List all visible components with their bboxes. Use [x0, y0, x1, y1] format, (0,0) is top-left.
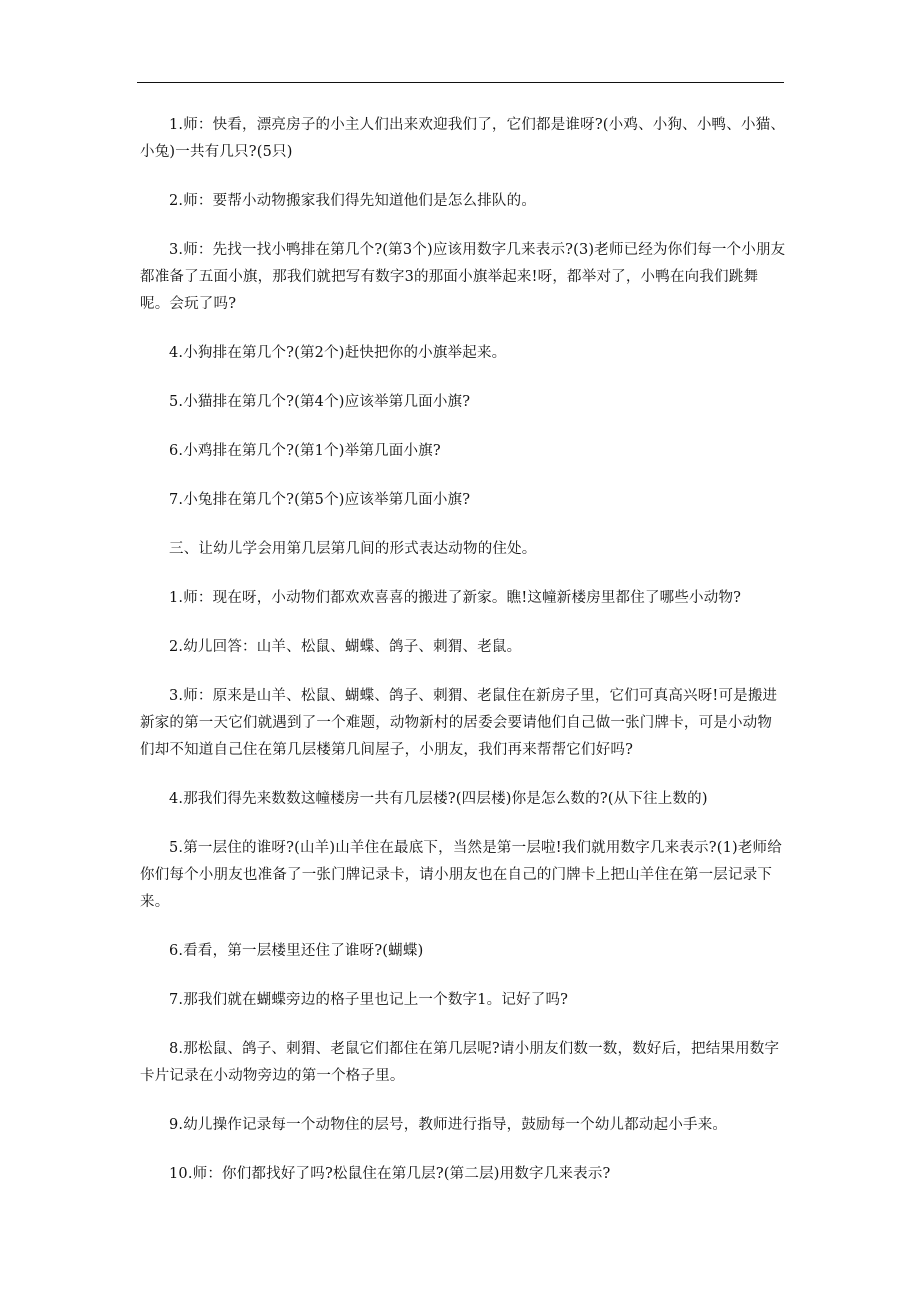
paragraph: 3.师：先找一找小鸭排在第几个?(第3个)应该用数字几来表示?(3)老师已经为你们每一个小朋友都准备了五面小旗，那我们就把写有数字3的那面小旗举起来!呀，都举对了，小鸭在向我们跳舞呢。会玩了吗?: [140, 242, 786, 312]
paragraph: 10.师：你们都找好了吗?松鼠住在第几层?(第二层)用数字几来表示?: [169, 1166, 611, 1182]
paragraph: 2.幼儿回答：山羊、松鼠、蝴蝶、鸽子、刺猬、老鼠。: [169, 639, 522, 655]
paragraph: 1.师：快看，漂亮房子的小主人们出来欢迎我们了，它们都是谁呀?(小鸡、小狗、小鸭、小猫、小兔)一共有几只?(5只): [140, 117, 786, 160]
paragraph: 3.师：原来是山羊、松鼠、蝴蝶、鸽子、刺猬、老鼠住在新房子里，它们可真高兴呀!可是搬进新家的第一天它们就遇到了一个难题，动物新村的居委会要请他们自己做一张门牌卡，可是小动物们却不知道自己住在第几层楼第几间屋子，小朋友，我们再来帮帮它们好吗?: [140, 688, 778, 758]
paragraph: 8.那松鼠、鸽子、刺猬、老鼠它们都住在第几层呢?请小朋友们数一数，数好后，把结果用数字卡片记录在小动物旁边的第一个格子里。: [140, 1041, 780, 1084]
paragraph: 4.那我们得先来数数这幢楼房一共有几层楼?(四层楼)你是怎么数的?(从下往上数的): [169, 791, 708, 807]
header-rule: [137, 82, 784, 83]
paragraph: 4.小狗排在第几个?(第2个)赶快把你的小旗举起来。: [169, 345, 507, 361]
paragraph: 7.那我们就在蝴蝶旁边的格子里也记上一个数字1。记好了吗?: [169, 992, 569, 1008]
paragraph: 5.小猫排在第几个?(第4个)应该举第几面小旗?: [169, 394, 471, 410]
paragraph: 5.第一层住的谁呀?(山羊)山羊住在最底下，当然是第一层啦!我们就用数字几来表示?(1)老师给你们每个小朋友也准备了一张门牌记录卡，请小朋友也在自己的门牌卡上把山羊住在第一层记录下来。: [140, 840, 782, 910]
paragraph: 6.看看，第一层楼里还住了谁呀?(蝴蝶): [169, 943, 424, 959]
paragraph: 9.幼儿操作记录每一个动物住的层号，教师进行指导，鼓励每一个幼儿都动起小手来。: [169, 1117, 728, 1133]
paragraph: 2.师：要帮小动物搬家我们得先知道他们是怎么排队的。: [169, 193, 537, 209]
paragraph: 7.小兔排在第几个?(第5个)应该举第几面小旗?: [169, 492, 471, 508]
section-heading: 三、让幼儿学会用第几层第几间的形式表达动物的住处。: [169, 541, 537, 557]
paragraph: 6.小鸡排在第几个?(第1个)举第几面小旗?: [169, 443, 441, 459]
paragraph: 1.师：现在呀，小动物们都欢欢喜喜的搬进了新家。瞧!这幢新楼房里都住了哪些小动物?: [169, 590, 742, 606]
document-body: [140, 112, 786, 1210]
